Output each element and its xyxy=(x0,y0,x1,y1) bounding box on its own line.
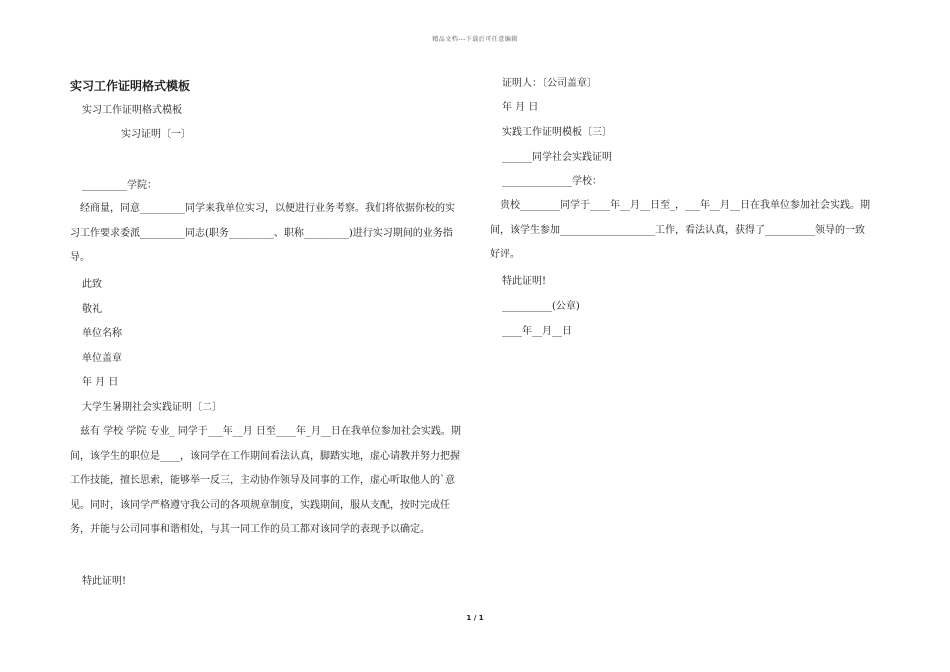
unit-seal: 单位盖章 xyxy=(82,353,122,364)
seal-line: __________(公章) xyxy=(502,301,580,312)
unit-name: 单位名称 xyxy=(82,328,122,339)
closing-line: 特此证明! xyxy=(82,576,127,587)
school-line-right: ______________学校： xyxy=(502,176,602,187)
page-number: 1 / 1 xyxy=(466,614,484,622)
date-line: 年 月 日 xyxy=(82,377,119,388)
heading-certificate-3: 实践工作证明模板〔三〕 xyxy=(502,127,612,138)
page-title: 实习工作证明格式模板 xyxy=(70,79,191,93)
social-practice-line: ______同学社会实践证明 xyxy=(502,152,612,163)
school-line: _________学院： xyxy=(82,180,157,191)
paragraph-3: 贵校________同学于____年__月__日至_，___年__月__日在我单位参加社会实践。期间，该学生参加___________________工作，看法认真，获得了__________领导的一致好评。 xyxy=(490,200,870,261)
heading-certificate-1: 实习证明〔一〕 xyxy=(121,129,191,140)
certifier-line: 证明人：〔公司盖章〕 xyxy=(502,78,597,89)
heading-certificate-2: 大学生暑期社会实践证明〔二〕 xyxy=(82,402,222,413)
closing-line-right: 特此证明! xyxy=(502,276,547,287)
salutation-cizhi: 此致 xyxy=(82,279,102,290)
date-line-right: 年 月 日 xyxy=(502,102,539,113)
header-note: 精品文档---下载后可任意编辑 xyxy=(432,36,518,43)
salutation-jingli: 敬礼 xyxy=(82,304,102,315)
paragraph-2: 兹有 学校 学院 专业_ 同学于___年__月 日至____年_月__日在我单位参加社会实践。期间，该学生的职位是____，该同学在工作期间看法认真，脚踏实地，虚心请教并努力把握工作技能，擅长思索，能够举一反三，主动协作领导及同事的工作，虚心听取他人的`意见。同时，该同学严格遵守我公司的各项规章制度，实践期间，服从支配，按时完成任务，并能与公司同事和谐相处，与其一同工作的员工都对该同学的表现予以确定。 xyxy=(70,426,461,536)
date-line-final: ____年__月__日 xyxy=(502,326,572,337)
subtitle: 实习工作证明格式模板 xyxy=(82,105,182,116)
paragraph-1: 经商量，同意_________同学来我单位实习，以便进行业务考察。我们将依据你校的实习工作要求委派_________同志(职务_________、职称_________)进行实习期间的业务指导。 xyxy=(70,203,455,264)
